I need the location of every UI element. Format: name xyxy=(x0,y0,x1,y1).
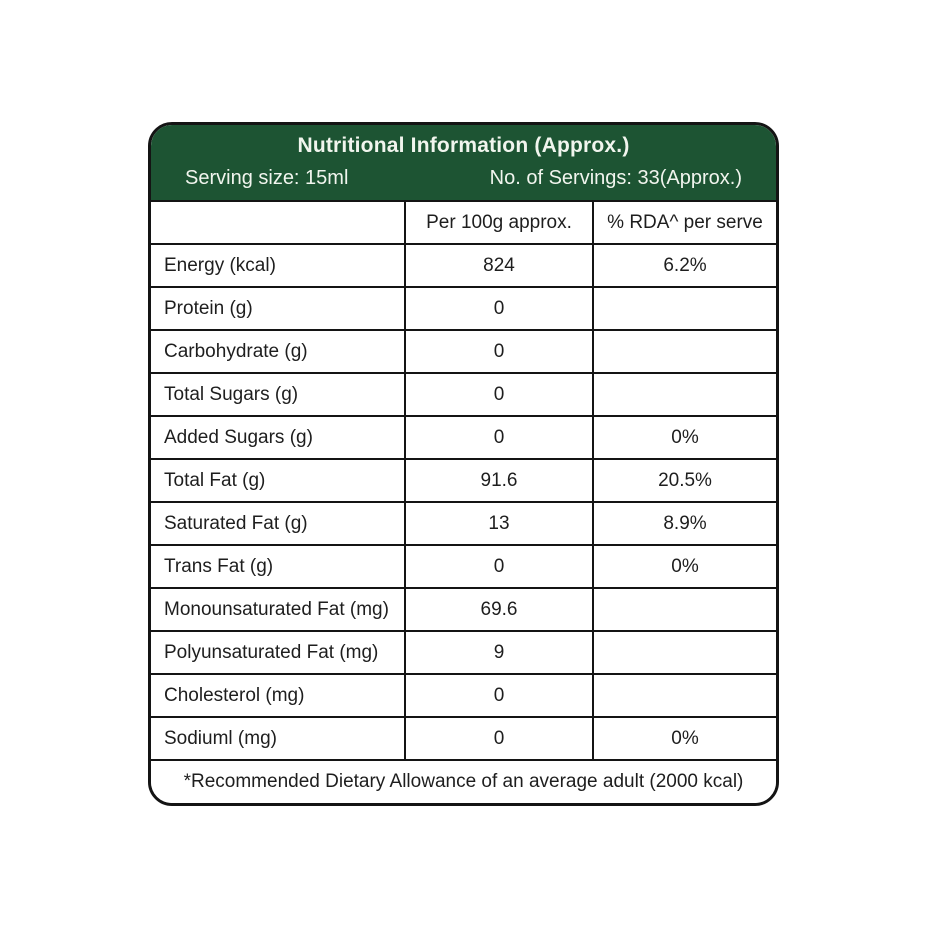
per-100g-value-cell: 0 xyxy=(406,374,592,415)
nutrient-label-cell: Protein (g) xyxy=(151,288,404,329)
nutrition-label xyxy=(148,122,779,806)
nutrient-label-cell: Added Sugars (g) xyxy=(151,417,404,458)
rda-value-cell xyxy=(594,374,776,415)
nutrient-label-cell: Trans Fat (g) xyxy=(151,546,404,587)
nutrient-label-cell: Polyunsaturated Fat (mg) xyxy=(151,632,404,673)
per-100g-value-cell: 824 xyxy=(406,245,592,286)
label-header xyxy=(151,125,776,200)
per-100g-value-cell: 0 xyxy=(406,675,592,716)
per-100g-value-cell: 69.6 xyxy=(406,589,592,630)
rda-value-cell xyxy=(594,675,776,716)
rda-value-cell xyxy=(594,288,776,329)
rda-value-cell xyxy=(594,331,776,372)
column-header-per-100g: Per 100g approx. xyxy=(406,202,592,243)
per-100g-value-cell: 0 xyxy=(406,718,592,759)
per-100g-value-cell: 0 xyxy=(406,417,592,458)
label-title: Nutritional Information (Approx.) xyxy=(297,134,630,157)
rda-value-cell: 8.9% xyxy=(594,503,776,544)
per-100g-value-cell: 91.6 xyxy=(406,460,592,501)
nutrient-label-cell: Total Fat (g) xyxy=(151,460,404,501)
nutrient-label-cell: Sodiuml (mg) xyxy=(151,718,404,759)
column-header-blank xyxy=(151,202,404,243)
nutrient-label-cell: Saturated Fat (g) xyxy=(151,503,404,544)
nutrient-label-cell: Total Sugars (g) xyxy=(151,374,404,415)
rda-value-cell: 0% xyxy=(594,417,776,458)
rda-value-cell xyxy=(594,632,776,673)
rda-value-cell: 6.2% xyxy=(594,245,776,286)
serving-info-row xyxy=(151,167,776,190)
rda-value-cell xyxy=(594,589,776,630)
per-100g-value-cell: 0 xyxy=(406,288,592,329)
per-100g-value-cell: 13 xyxy=(406,503,592,544)
nutrient-label-cell: Monounsaturated Fat (mg) xyxy=(151,589,404,630)
nutrition-table xyxy=(151,200,776,761)
rda-value-cell: 20.5% xyxy=(594,460,776,501)
rda-value-cell: 0% xyxy=(594,718,776,759)
serving-size-text: Serving size: 15ml xyxy=(185,167,349,189)
label-footnote: *Recommended Dietary Allowance of an average adult (2000 kcal) xyxy=(151,761,776,803)
rda-value-cell: 0% xyxy=(594,546,776,587)
nutrient-label-cell: Carbohydrate (g) xyxy=(151,331,404,372)
per-100g-value-cell: 9 xyxy=(406,632,592,673)
nutrient-label-cell: Energy (kcal) xyxy=(151,245,404,286)
column-header-rda-per-serve: % RDA^ per serve xyxy=(594,202,776,243)
nutrient-label-cell: Cholesterol (mg) xyxy=(151,675,404,716)
per-100g-value-cell: 0 xyxy=(406,546,592,587)
per-100g-value-cell: 0 xyxy=(406,331,592,372)
servings-count-text: No. of Servings: 33(Approx.) xyxy=(489,167,742,189)
